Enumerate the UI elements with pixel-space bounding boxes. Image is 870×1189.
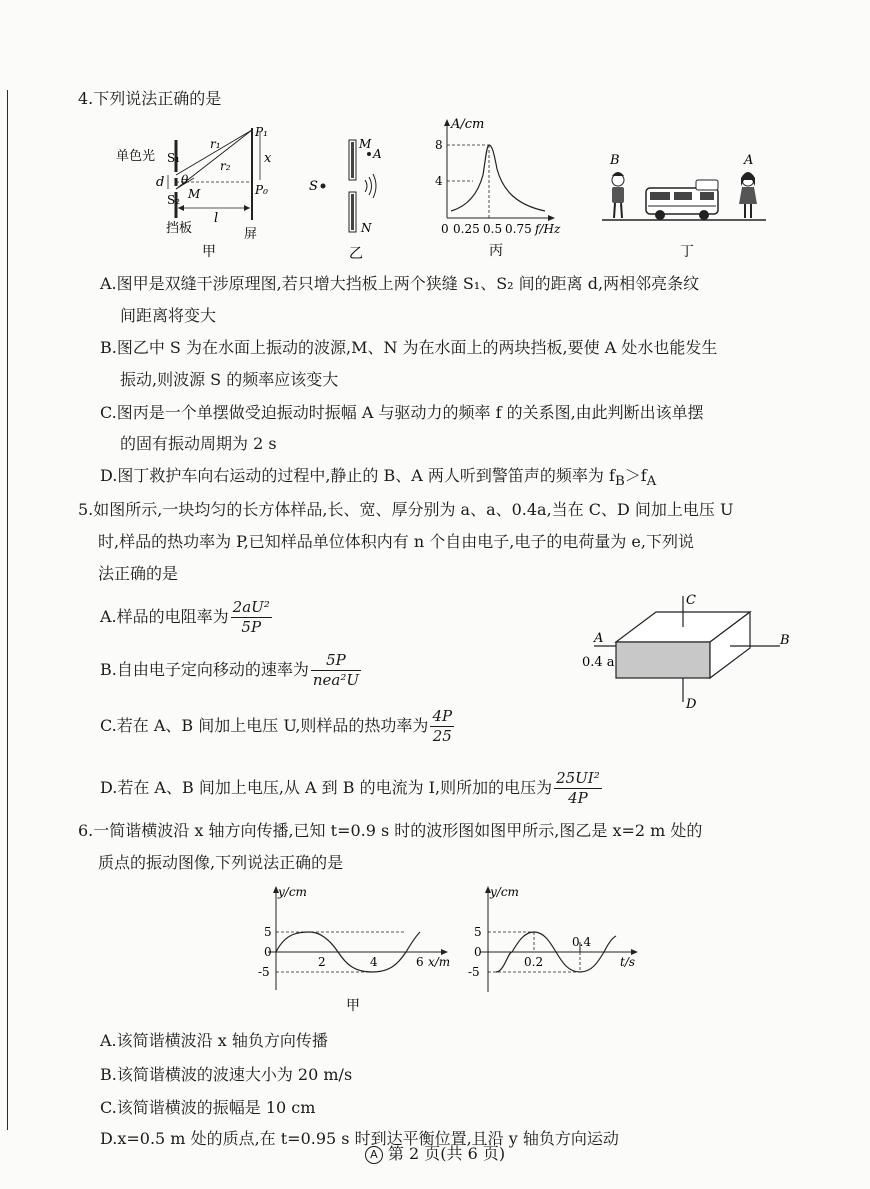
- q4-option-b-line2: 振动,则波源 S 的频率应该变大: [120, 370, 339, 389]
- q5-option-a-fraction: [231, 598, 272, 637]
- bing-xtick-025: 0.25: [453, 222, 480, 236]
- q4-option-c-line1: C.图丙是一个单摆做受迫振动时振幅 A 与驱动力的频率 f 的关系图,由此判断出该单摆: [100, 403, 704, 422]
- margin-line: [7, 90, 8, 1130]
- bing-xlabel: f/Hz: [535, 222, 561, 236]
- q4-stem: 4.下列说法正确的是: [78, 89, 222, 108]
- q5-fig-d-label: D: [686, 697, 697, 712]
- q6-yi-y5: 5: [474, 925, 482, 939]
- q5-option-d-num: 25UI²: [556, 769, 600, 787]
- q5-option-a-num: 2aU²: [232, 598, 270, 616]
- bing-caption: 丙: [489, 243, 503, 259]
- q5-option-b-num: 5P: [311, 651, 361, 671]
- jia-screen-label: 屏: [244, 227, 258, 242]
- q5-fig-a-label: A: [594, 631, 604, 646]
- q5-option-d-den: 4P: [568, 789, 588, 807]
- jia-m-label: M: [188, 187, 201, 201]
- q6-stem-line2: 质点的振动图像,下列说法正确的是: [98, 853, 344, 872]
- q6-jia-caption: 甲: [346, 998, 360, 1014]
- q6-jia-yn5: -5: [258, 965, 270, 979]
- q4-figure-yi: [305, 130, 395, 260]
- q5-option-d-text: D.若在 A、B 间加上电压,从 A 到 B 的电流为 I,则所加的电压为: [100, 778, 553, 797]
- q6-jia-ylabel: y/cm: [278, 885, 307, 899]
- jia-caption: 甲: [202, 244, 216, 260]
- q5-option-c-text: C.若在 A、B 间加上电压 U,则样品的热功率为: [100, 716, 429, 735]
- footer-circled-a: A: [365, 1146, 383, 1164]
- jia-light-label: 单色光: [116, 149, 156, 164]
- q4-figure-jia: [110, 120, 280, 260]
- q5-option-a-text: A.样品的电阻率为: [100, 607, 229, 626]
- q6-option-a: A.该简谐横波沿 x 轴负方向传播: [100, 1031, 328, 1050]
- ding-b-label: B: [610, 153, 620, 168]
- bing-xtick-05: 0.5: [483, 222, 503, 236]
- jia-d-label: d: [156, 175, 165, 190]
- footer-page-number: 第 2 页(共 6 页): [387, 1144, 506, 1163]
- bing-xtick-075: 0.75: [505, 222, 532, 236]
- q5-fig-b-label: B: [780, 633, 790, 648]
- page-footer: [0, 1141, 870, 1164]
- q6-jia-y0: 0: [264, 945, 272, 959]
- jia-s2-label: S₂: [167, 193, 181, 207]
- q6-yi-t04: 0.4: [572, 935, 592, 949]
- q5-block-figure: [580, 590, 800, 720]
- q6-jia-y5: 5: [264, 925, 272, 939]
- bing-xtick-0: 0: [441, 222, 449, 236]
- ding-a-label: A: [744, 153, 754, 168]
- yi-a-label: A: [373, 147, 382, 161]
- jia-s1-label: S₁: [167, 151, 181, 165]
- q4-option-b-line1: B.图乙中 S 为在水面上振动的波源,M、N 为在水面上的两块挡板,要使 A 处水也能发生: [100, 338, 718, 357]
- q6-yi-ylabel: y/cm: [490, 885, 519, 899]
- q6-figure-jia: [248, 880, 463, 1015]
- q5-option-a-den: 5P: [241, 618, 262, 636]
- q5-option-b-fraction: [311, 651, 361, 690]
- bing-ytick-8: 8: [435, 138, 443, 152]
- yi-m-label: M: [359, 137, 372, 151]
- q5-stem-line3: 法正确的是: [98, 564, 179, 583]
- q4-option-d-text: D.图丁救护车向右运动的过程中,静止的 B、A 两人听到警笛声的频率为 f: [100, 466, 615, 485]
- q4-option-d-sub-a: A: [646, 474, 657, 490]
- jia-barrier-label: 挡板: [166, 221, 193, 236]
- q5-option-c-den: 25: [432, 727, 452, 745]
- q5-stem-line1: 5.如图所示,一块均匀的长方体样品,长、宽、厚分别为 a、a、0.4a,当在 C、D 间加上电压 U: [78, 500, 734, 519]
- q6-jia-x4: 4: [370, 955, 378, 969]
- q5-fig-thickness-label: 0.4 a: [582, 655, 615, 670]
- q5-option-c-fraction: [430, 707, 454, 746]
- jia-p0-label: P₀: [255, 183, 268, 197]
- q5-option-a: [100, 597, 274, 637]
- q5-option-b-text: B.自由电子定向移动的速率为: [100, 660, 309, 679]
- q6-option-c: C.该简谐横波的振幅是 10 cm: [100, 1098, 316, 1117]
- q4-option-d-sub-b: B: [614, 474, 625, 490]
- q6-stem-line1: 6.一简谐横波沿 x 轴方向传播,已知 t=0.9 s 时的波形图如图甲所示,图乙是 x=2 m 处的: [78, 821, 703, 840]
- ding-caption: 丁: [680, 244, 694, 260]
- bing-ylabel: A/cm: [451, 117, 485, 132]
- q6-jia-xlabel: x/m: [428, 955, 451, 969]
- q4-option-d: [100, 465, 656, 493]
- yi-caption: 乙: [349, 246, 363, 260]
- q4-option-a-line2: 间距离将变大: [120, 306, 217, 325]
- q6-yi-yn5: -5: [468, 965, 480, 979]
- q6-option-b: B.该简谐横波的波速大小为 20 m/s: [100, 1065, 353, 1084]
- q5-stem-line2: 时,样品的热功率为 P,已知样品单位体积内有 n 个自由电子,电子的电荷量为 e,下列说: [98, 532, 694, 551]
- q6-jia-x2: 2: [318, 955, 326, 969]
- jia-l-label: l: [214, 211, 219, 226]
- q4-option-d-gt: ＞f: [624, 466, 647, 485]
- yi-n-label: N: [361, 221, 372, 235]
- q5-fig-c-label: C: [686, 593, 696, 608]
- jia-r1-label: r₁: [210, 137, 221, 151]
- q5-option-b-den: nea²U: [312, 671, 359, 689]
- jia-theta-label: θ: [181, 173, 189, 187]
- q4-figure-ding: [600, 148, 770, 260]
- q6-figure-yi: [468, 880, 648, 1000]
- q6-option-d: D.x=0.5 m 处的质点,在 t=0.95 s 时到达平衡位置,且沿 y 轴负方向运动: [100, 1129, 619, 1148]
- q6-jia-x6: 6: [416, 955, 424, 969]
- q5-option-d-fraction: [554, 769, 602, 808]
- q6-yi-y0: 0: [474, 945, 482, 959]
- jia-p1-label: P₁: [255, 125, 268, 139]
- bing-ytick-4: 4: [435, 174, 443, 188]
- q6-yi-t02: 0.2: [524, 955, 544, 969]
- q4-figure-bing: [425, 115, 575, 260]
- jia-r2-label: r₂: [220, 159, 231, 173]
- q4-option-c-line2: 的固有振动周期为 2 s: [120, 434, 277, 453]
- q5-option-d: [100, 768, 604, 808]
- jia-x-label: x: [264, 151, 272, 166]
- yi-s-label: S: [309, 179, 318, 194]
- q4-option-a-line1: A.图甲是双缝干涉原理图,若只增大挡板上两个狭缝 S₁、S₂ 间的距离 d,两相邻亮条纹: [100, 274, 700, 293]
- q6-yi-xlabel: t/s: [620, 955, 636, 969]
- q5-option-c: [100, 706, 456, 746]
- q5-option-b: [100, 650, 363, 690]
- q5-option-c-num: 4P: [432, 707, 453, 725]
